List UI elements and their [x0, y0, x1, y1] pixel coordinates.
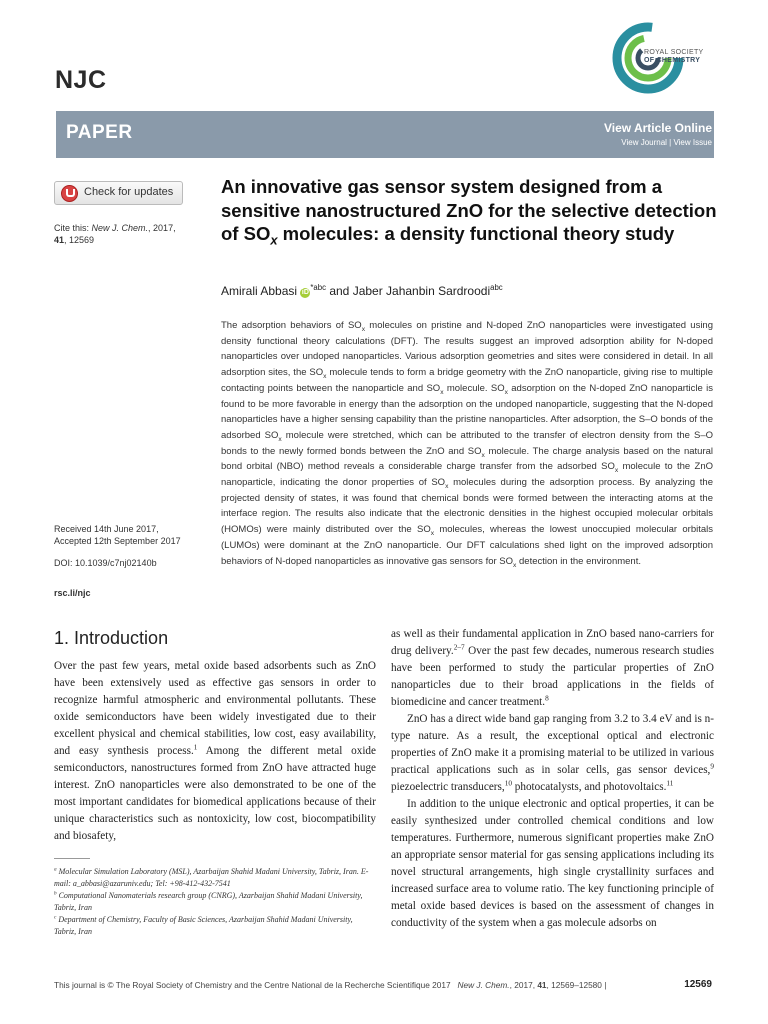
- intro-text: photocatalysts, and photovoltaics.: [511, 781, 667, 793]
- title-subscript: x: [270, 232, 278, 248]
- cite-volume: 41: [54, 235, 65, 245]
- abstract-text: molecule tends to form a bridge geometry with the ZnO nanoparticle, giving rise to multiple contacting points between the nanoparticle and SO: [221, 367, 714, 394]
- footer-copyright: This journal is © The Royal Society of Chemistry and the Centre National de la Recherche Scientifique 2017: [54, 980, 451, 990]
- author-joiner: and: [325, 284, 353, 298]
- citation-ref[interactable]: 2–7: [453, 643, 465, 652]
- rsc-logo-line2: OF CHEMISTRY: [644, 57, 701, 64]
- journal-url[interactable]: rsc.li/njc: [54, 588, 91, 598]
- received-date: Received 14th June 2017,: [54, 524, 159, 534]
- footnote: [54, 914, 376, 938]
- sub-x: x: [614, 467, 619, 475]
- intro-text: Over the past few decades, numerous research studies have been performed to study the particular properties of ZnO nanoparticles due to their broad applications in the fields of biomedicine and cancer treatment.: [391, 645, 714, 708]
- sub-x: x: [430, 530, 435, 538]
- orcid-icon[interactable]: iD: [301, 289, 309, 296]
- footnote-divider: [54, 858, 90, 859]
- sub-x: x: [323, 373, 327, 380]
- author-2-affiliation: abc: [490, 283, 503, 292]
- sub-x: x: [513, 561, 517, 569]
- cite-pages: , 12569: [64, 235, 95, 245]
- intro-text: piezoelectric transducers,: [391, 781, 505, 793]
- rsc-logo: [608, 16, 716, 94]
- abstract: [221, 318, 713, 569]
- section-heading: 1. Introduction: [54, 628, 169, 648]
- intro-text: Among the different metal oxide semiconductors, nanostructures formed from ZnO have attracted huge interest. ZnO nanoparticles were also demonstrated to be one of the most important candidates for biomedical applications because of their unique characteristics such as nontoxicity, low cost, biocompatibility and biosafety,: [54, 745, 376, 842]
- footnote-text: Department of Chemistry, Faculty of Basic Sciences, Azarbaijan Shahid Madani University, Tabriz, Iran: [54, 915, 353, 936]
- abstract-text: molecule. SO: [443, 382, 505, 394]
- author-1[interactable]: Amirali Abbasi: [221, 284, 298, 298]
- cite-year: , 2017,: [148, 223, 176, 233]
- affiliation-footnotes: [54, 866, 376, 938]
- author-1-affiliation: *abc: [310, 283, 326, 292]
- journal-abbreviation: NJC: [55, 66, 107, 94]
- footer-separator: |: [601, 980, 607, 990]
- page-number: 12569: [684, 979, 712, 990]
- intro-column-right: [391, 626, 714, 932]
- accepted-date: Accepted 12th September 2017: [54, 536, 181, 546]
- abstract-text: molecules, whereas the lowest unoccupied molecular orbitals (LUMOs) were dominant at the ZnO nanoparticle. Our DFT calculations shed light on the improved adsorption behaviors of N-doped nanoparticles as innovative gas sensors for SO: [221, 524, 713, 567]
- footnote: [54, 890, 376, 914]
- author-2[interactable]: Jaber Jahanbin Sardroodi: [352, 284, 491, 298]
- abstract-text: molecule were stretched, which can be attributed to the transfer of electron density from the S–O bonds to the newly formed bonds between the ZnO and SO: [221, 429, 713, 457]
- abstract-text: molecules on pristine and N-doped ZnO nanoparticles were investigated using density functional theory calculations (DFT). The results suggest an improved adsorption ability for N-doped nanoparticles over undoped nanoparticles. Various adsorption geometries and sites were considered in detail. In all adsorption sites, the SO: [221, 320, 713, 379]
- footer-year: , 2017,: [509, 980, 538, 990]
- page-footer: [54, 980, 606, 990]
- footer-journal: New J. Chem.: [457, 980, 510, 990]
- check-for-updates-label: Check for updates: [84, 186, 174, 198]
- sub-x: x: [361, 325, 366, 333]
- abstract-text: molecule to the ZnO nanoparticle, indicating the donor properties of SO: [221, 461, 713, 489]
- sub-x: x: [440, 388, 444, 396]
- doi-link[interactable]: DOI: 10.1039/c7nj02140b: [54, 558, 157, 568]
- check-updates-icon: [61, 185, 78, 202]
- sub-x: x: [504, 388, 508, 396]
- citation-ref[interactable]: 8: [545, 694, 549, 703]
- article-type: PAPER: [66, 122, 133, 143]
- citation-ref[interactable]: 10: [504, 779, 512, 788]
- citation-ref[interactable]: 11: [666, 779, 674, 788]
- intro-paragraph-3: In addition to the unique electronic and optical properties, it can be easily synthesized under controlled chemical conditions and low temperatures. Furthermore, numerous significant properties make ZnO an appropriate sensor material for gas sensing applications including its novel structural arrangements, high single crystallinity surfaces and increased surface area to volume ratio. The key functioning principle of metal oxide based devices is based on the assessment of changes in conductivity of the system when a gas molecule adsorbs on: [391, 798, 714, 929]
- check-for-updates-button[interactable]: [54, 181, 183, 205]
- citation: [54, 222, 204, 246]
- abstract-text: The adsorption behaviors of SO: [221, 320, 362, 331]
- citation-ref[interactable]: 9: [710, 762, 714, 771]
- footnote-text: Molecular Simulation Laboratory (MSL), Azarbaijan Shahid Madani University, Tabriz, Iran. E-mail: a_abbasi@azaruniv.edu; Tel: +98-412-432-7541: [54, 867, 369, 888]
- intro-text: Over the past few years, metal oxide based adsorbents such as ZnO have been extensively used as effective gas sensors in order to recognize harmful atmospheric and environmental pollutants. These oxide semiconductors have been widely investigated due to their excellent physical and chemical stabilities, low cost, easy availability, and easy synthesis process.: [54, 660, 376, 757]
- intro-text: as well as their fundamental application in ZnO based nano-carriers for drug delivery.: [391, 628, 714, 657]
- footnote-mark: b: [54, 890, 57, 897]
- title-part1: An innovative gas sensor system designed from a sensitive nanostructured ZnO for the selective detection of SO: [221, 176, 717, 244]
- view-article-online-link[interactable]: View Article Online: [603, 121, 712, 135]
- abstract-text: adsorption on the N-doped ZnO nanoparticle is found to be more favorable in energy than the adsorption on the undoped nanoparticle, suggesting that the N-doped nanoparticles have a higher sensing capability than the pristine nanoparticles. After adsorption, the S–O bonds of the adsorbed SO: [221, 382, 714, 441]
- footnote-mark: c: [54, 914, 57, 921]
- citation-ref[interactable]: 1: [193, 743, 198, 752]
- intro-column-left: [54, 658, 376, 845]
- title-part2: molecules: a density functional theory study: [277, 223, 675, 244]
- footnote: [54, 866, 376, 890]
- footnote-text: Computational Nanomaterials research group (CNRG), Azarbaijan Shahid Madani University, Tabriz, Iran: [54, 891, 363, 912]
- article-title: [221, 175, 721, 246]
- author-list: [221, 284, 503, 298]
- cite-label: Cite this:: [54, 223, 90, 233]
- sub-x: x: [445, 482, 449, 490]
- intro-text: ZnO has a direct wide band gap ranging from 3.2 to 3.4 eV and is n-type nature. As a result, the exceptional optical and electronic properties of ZnO make it a promising material to be utilized in various practical applications such as in solar cells, gas sensor devices,: [391, 713, 714, 776]
- footer-pages: , 12569–12580: [546, 980, 602, 990]
- sub-x: x: [481, 451, 485, 459]
- view-journal-issue-links[interactable]: View Journal | View Issue: [621, 138, 712, 147]
- abstract-text: detection in the environment.: [516, 555, 641, 567]
- rsc-logo-line1: ROYAL SOCIETY: [644, 49, 704, 56]
- footer-volume: 41: [537, 980, 547, 990]
- abstract-text: molecules during the adsorption process. By analyzing the projected density of states, it was found that chemical bonds were formed between the interacting atoms at the interface region. The results also indicate that the electronic densities in the highest occupied molecular orbitals (HOMOs) were mainly distributed over the SO: [221, 477, 713, 536]
- cite-journal: New J. Chem.: [91, 223, 149, 233]
- abstract-text: molecule. The charge analysis based on the natural bond orbital (NBO) method reveals a considerable charge transfer from the adsorbed SO: [221, 445, 714, 473]
- sub-x: x: [278, 435, 282, 443]
- footnote-mark: a: [54, 866, 57, 873]
